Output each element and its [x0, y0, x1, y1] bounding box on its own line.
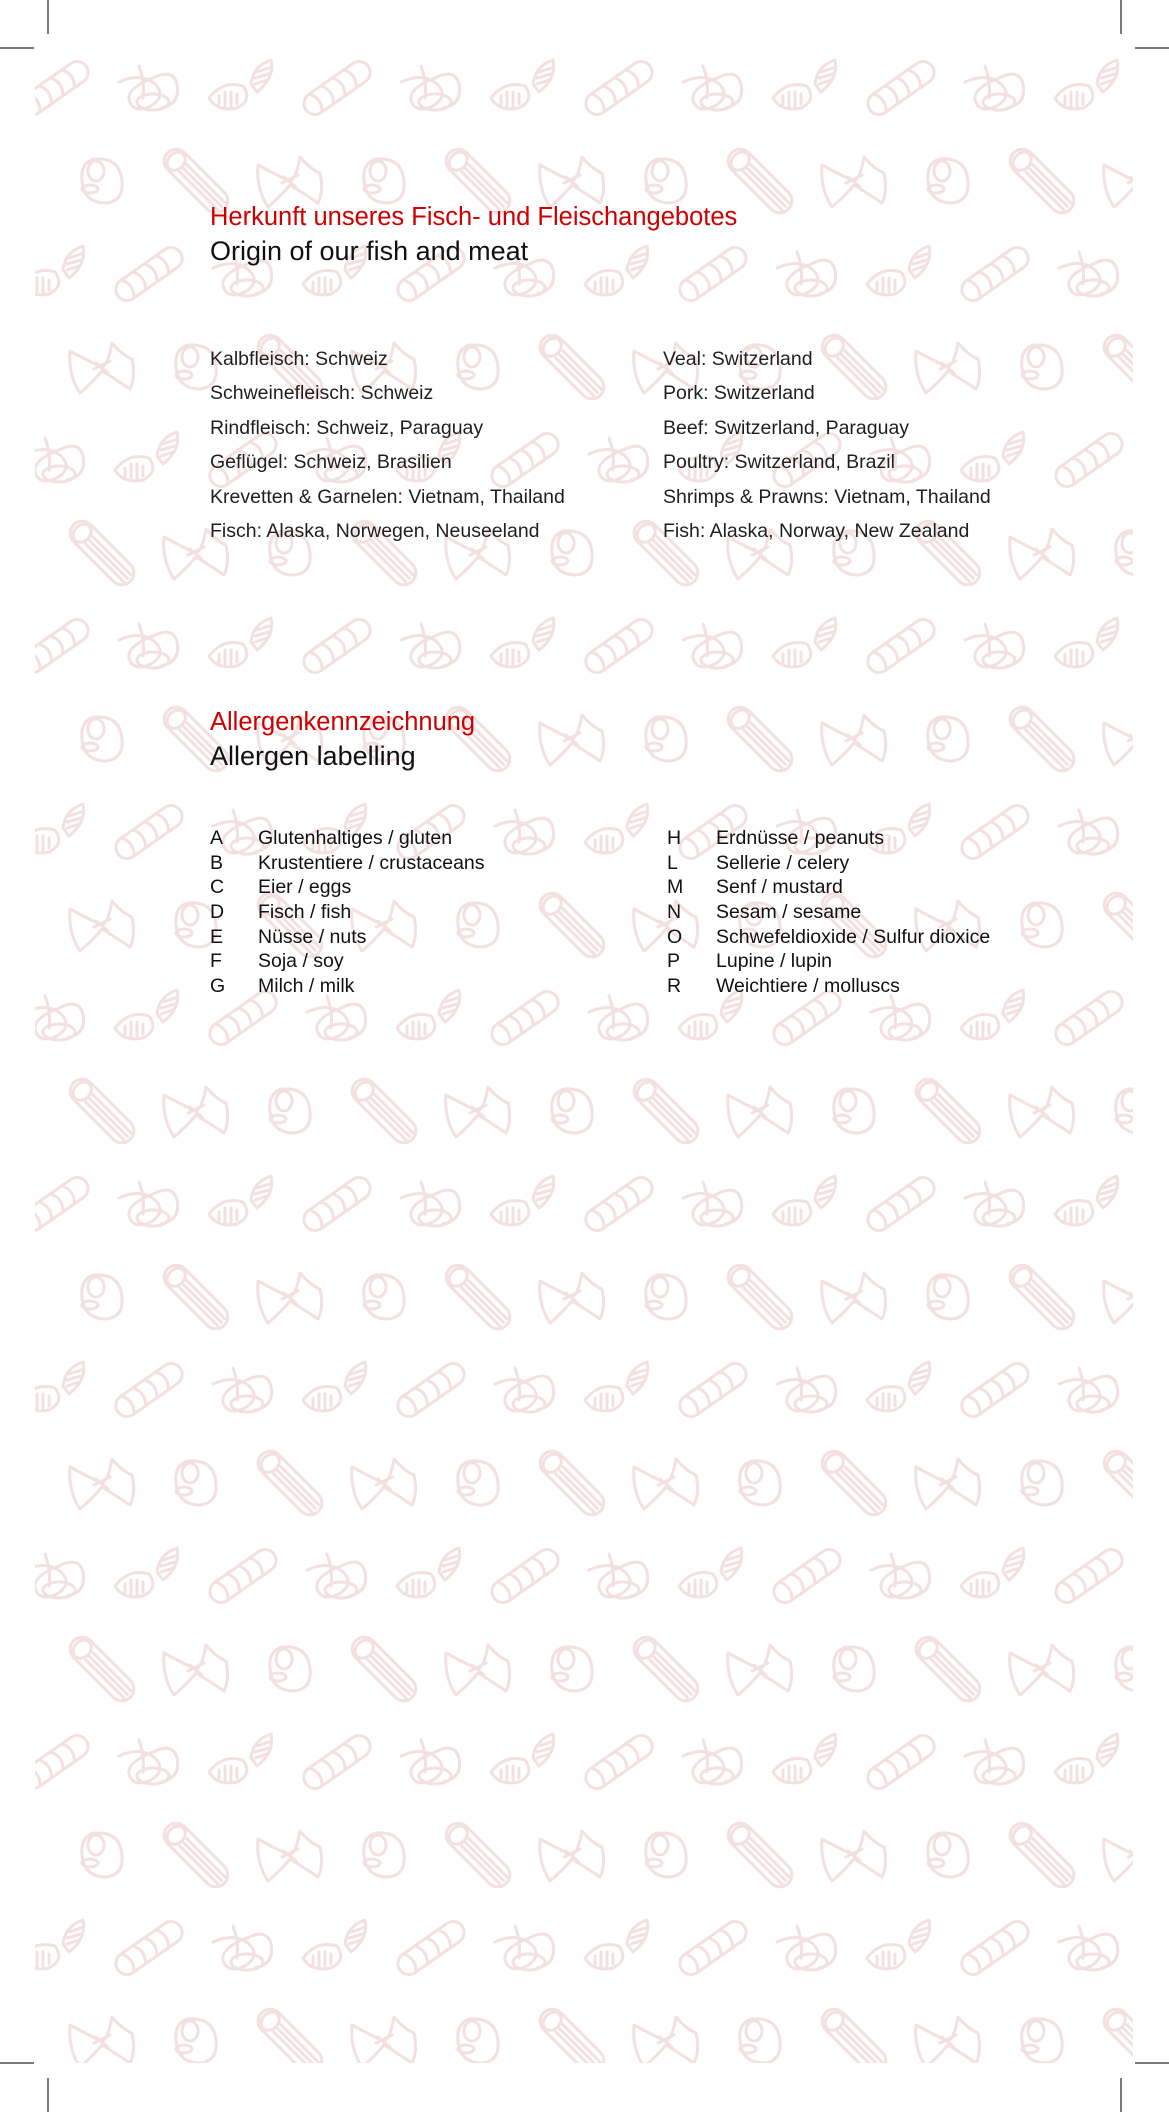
origin-item-en: Fish: Alaska, Norway, New Zealand	[663, 519, 970, 542]
allergen-label: Senf / mustard	[716, 876, 843, 899]
origin-item-de: Rindfleisch: Schweiz, Paraguay	[210, 416, 484, 439]
allergen-label: Sesam / sesame	[716, 901, 862, 924]
origin-list-de	[210, 342, 565, 548]
origin-item-de: Geflügel: Schweiz, Brasilien	[210, 451, 452, 474]
allergen-row	[667, 826, 1087, 851]
allergen-code: N	[667, 901, 682, 924]
allergen-label: Erdnüsse / peanuts	[716, 827, 885, 849]
allergen-row	[667, 875, 1087, 900]
allergen-row	[210, 875, 610, 900]
allergen-title-en: Allergen labelling	[210, 741, 416, 771]
origin-list-en	[663, 342, 991, 548]
allergen-row	[667, 949, 1087, 974]
allergen-label: Soja / soy	[258, 950, 344, 973]
origin-item-de: Krevetten & Garnelen: Vietnam, Thailand	[210, 485, 565, 508]
allergen-row	[667, 925, 1087, 950]
allergen-code: D	[210, 901, 225, 924]
origin-title-en: Origin of our fish and meat	[210, 236, 529, 266]
allergen-label: Lupine / lupin	[716, 950, 833, 973]
allergen-label: Weichtiere / molluscs	[716, 975, 900, 998]
allergen-row	[210, 851, 610, 876]
allergen-code: L	[667, 851, 678, 874]
allergen-code: R	[667, 975, 682, 998]
allergen-row	[210, 900, 610, 925]
allergen-list-left	[210, 826, 610, 999]
allergen-code: H	[667, 827, 682, 849]
allergen-code: G	[210, 975, 226, 998]
allergen-code: O	[667, 925, 683, 948]
allergen-row	[210, 949, 610, 974]
allergen-code: A	[210, 827, 224, 849]
origin-item-de: Fisch: Alaska, Norwegen, Neuseeland	[210, 519, 540, 542]
origin-title-de: Herkunft unseres Fisch- und Fleischangebotes	[210, 203, 738, 231]
allergen-label: Krustentiere / crustaceans	[258, 851, 485, 874]
allergen-code: P	[667, 950, 681, 973]
allergen-code: E	[210, 925, 224, 948]
origin-item-en: Veal: Switzerland	[663, 348, 813, 370]
allergen-code: C	[210, 876, 225, 899]
allergen-row	[667, 851, 1087, 876]
origin-item-en: Poultry: Switzerland, Brazil	[663, 451, 895, 474]
allergen-label: Eier / eggs	[258, 876, 352, 899]
allergen-label: Schwefeldioxide / Sulfur dioxice	[716, 925, 991, 948]
allergen-row	[210, 974, 610, 999]
allergen-row	[667, 900, 1087, 925]
allergen-label: Fisch / fish	[258, 901, 352, 924]
allergen-code: B	[210, 851, 224, 874]
origin-item-en: Pork: Switzerland	[663, 382, 815, 405]
allergen-row	[667, 974, 1087, 999]
allergen-label: Glutenhaltiges / gluten	[258, 827, 453, 849]
origin-item-en: Shrimps & Prawns: Vietnam, Thailand	[663, 485, 991, 508]
origin-item-de: Kalbfleisch: Schweiz	[210, 348, 388, 370]
allergen-title-de: Allergenkennzeichnung	[210, 708, 476, 736]
allergen-code: F	[210, 950, 222, 973]
origin-item-de: Schweinefleisch: Schweiz	[210, 382, 434, 405]
allergen-label: Milch / milk	[258, 975, 355, 998]
allergen-row	[210, 826, 610, 851]
allergen-label: Nüsse / nuts	[258, 925, 367, 948]
allergen-label: Sellerie / celery	[716, 851, 850, 874]
allergen-code: M	[667, 876, 684, 899]
allergen-list-right	[667, 826, 1087, 999]
allergen-row	[210, 925, 610, 950]
origin-item-en: Beef: Switzerland, Paraguay	[663, 416, 910, 439]
